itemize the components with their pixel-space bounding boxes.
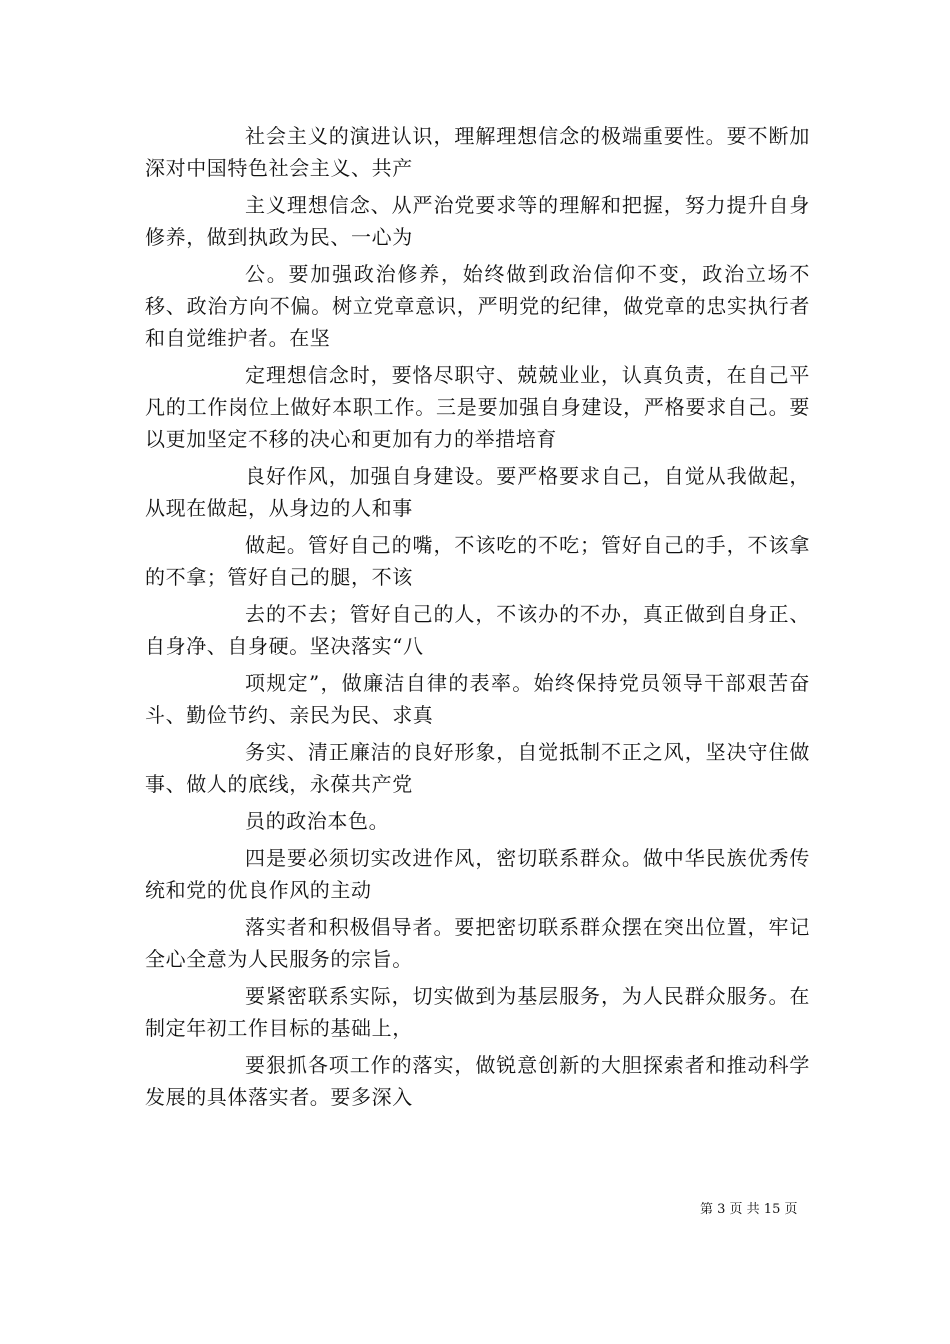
paragraph: 务实、清正廉洁的良好形象，自觉抵制不正之风，坚决守住做事、做人的底线，永葆共产党 bbox=[145, 740, 810, 796]
paragraph: 落实者和积极倡导者。要把密切联系群众摆在突出位置，牢记全心全意为人民服务的宗旨。 bbox=[145, 915, 810, 971]
page-number-footer: 第 3 页 共 15 页 bbox=[700, 1202, 798, 1217]
paragraph: 公。要加强政治修养，始终做到政治信仰不变，政治立场不移、政治方向不偏。树立党章意识，严明党的纪律，做党章的忠实执行者和自觉维护者。在坚 bbox=[145, 262, 810, 350]
paragraph: 项规定”，做廉洁自律的表率。始终保持党员领导干部艰苦奋斗、勤俭节约、亲民为民、求真 bbox=[145, 671, 810, 727]
paragraph: 定理想信念时，要恪尽职守、兢兢业业，认真负责，在自己平凡的工作岗位上做好本职工作。三是要加强自身建设，严格要求自己。要以更加坚定不移的决心和更加有力的举措培育 bbox=[145, 363, 810, 451]
paragraph: 良好作风，加强自身建设。要严格要求自己，自觉从我做起，从现在做起，从身边的人和事 bbox=[145, 464, 810, 520]
paragraph: 员的政治本色。 bbox=[245, 809, 390, 833]
paragraph: 做起。管好自己的嘴，不该吃的不吃；管好自己的手，不该拿的不拿；管好自己的腿，不该 bbox=[145, 533, 810, 589]
document-body bbox=[145, 120, 810, 1118]
paragraph: 四是要必须切实改进作风，密切联系群众。做中华民族优秀传统和党的优良作风的主动 bbox=[145, 846, 810, 902]
paragraph: 去的不去；管好自己的人，不该办的不办，真正做到自身正、自身净、自身硬。坚决落实“八 bbox=[145, 602, 810, 658]
paragraph: 社会主义的演进认识，理解理想信念的极端重要性。要不断加深对中国特色社会主义、共产 bbox=[145, 124, 810, 180]
paragraph: 主义理想信念、从严治党要求等的理解和把握，努力提升自身修养，做到执政为民、一心为 bbox=[145, 193, 810, 249]
paragraph: 要紧密联系实际，切实做到为基层服务，为人民群众服务。在制定年初工作目标的基础上， bbox=[145, 984, 810, 1040]
paragraph: 要狠抓各项工作的落实，做锐意创新的大胆探索者和推动科学发展的具体落实者。要多深入 bbox=[145, 1053, 810, 1109]
